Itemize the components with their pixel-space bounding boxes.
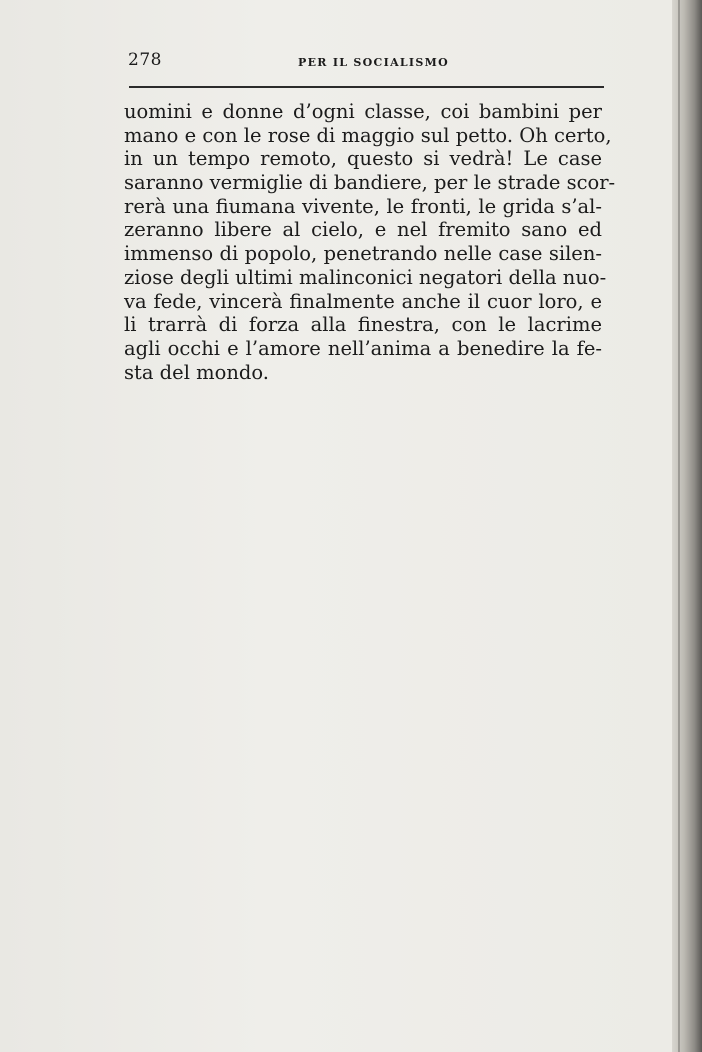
text-line: ziose degli ultimi malinconici negatori della nuo- [124, 265, 607, 289]
page-number: 278 [128, 50, 162, 70]
text-line: in un tempo remoto, questo si vedrà! Le case [124, 147, 602, 171]
page-header [128, 50, 604, 74]
text-line: agli occhi e l’amore nell’anima a benedire la fe- [124, 336, 602, 360]
text-line: mano e con le rose di maggio sul petto. Oh certo, [124, 123, 612, 147]
text-line: saranno vermiglie di bandiere, per le strade scor- [124, 171, 616, 195]
text-line: va fede, vincerà finalmente anche il cuor loro, e [124, 289, 602, 313]
text-line: uomini e donne d’ogni classe, coi bambini per [124, 100, 602, 123]
running-title: PER IL SOCIALISMO [298, 56, 449, 69]
text-line: sta del mondo. [124, 360, 269, 384]
body-paragraph [124, 100, 616, 384]
header-rule [129, 86, 604, 88]
page-edge-line [678, 0, 680, 1052]
text-line: immenso di popolo, penetrando nelle case silen- [124, 242, 602, 266]
book-spine-edge [672, 0, 702, 1052]
text-line: rerà una fiumana vivente, le fronti, le grida s’al- [124, 194, 602, 218]
text-line: li trarrà di forza alla finestra, con le lacrime [124, 313, 602, 337]
text-line: zeranno libere al cielo, e nel fremito sano ed [124, 218, 602, 242]
